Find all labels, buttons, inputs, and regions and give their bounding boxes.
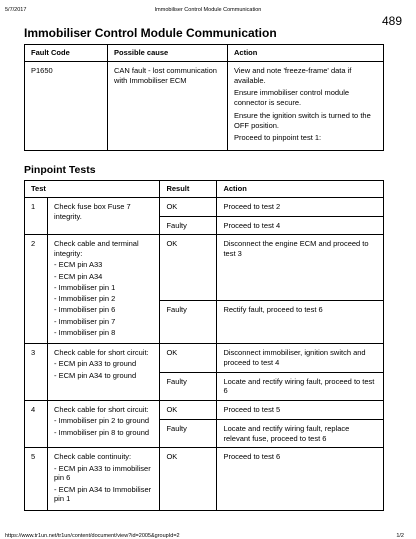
test-action: Proceed to test 5 — [217, 401, 384, 420]
pinpoint-tests-heading: Pinpoint Tests — [24, 164, 96, 176]
fault-code: P1650 — [25, 61, 108, 150]
test-row — [25, 197, 384, 216]
test-action: Proceed to test 6 — [217, 448, 384, 510]
test-number: 3 — [25, 344, 48, 401]
test-sub-line: - ECM pin A33 to immobiliser pin 6 — [54, 463, 151, 483]
test-row — [25, 448, 384, 510]
test-sub-line: - ECM pin A33 — [54, 260, 103, 270]
test-description — [48, 344, 160, 401]
test-action: Locate and rectify wiring fault, replace relevant fuse, proceed to test 6 — [217, 419, 384, 448]
test-result: OK — [160, 448, 217, 510]
test-title: Check fuse box Fuse 7 integrity. — [54, 201, 131, 221]
test-sub-line: - Immobiliser pin 6 — [54, 305, 116, 315]
test-sub-line: - ECM pin A33 to ground — [54, 359, 137, 369]
fault-actions — [228, 61, 384, 150]
test-sub-line: - Immobiliser pin 8 — [54, 327, 116, 337]
test-action: Proceed to test 4 — [217, 216, 384, 235]
test-action: Locate and rectify wiring fault, proceed to test 6 — [217, 372, 384, 401]
fault-action-line: Proceed to pinpoint test 1: — [234, 133, 322, 143]
test-result: Faulty — [160, 419, 217, 448]
fault-table-header-row — [25, 45, 384, 62]
test-title: Check cable continuity: — [54, 452, 132, 462]
fault-row — [25, 61, 384, 150]
test-result: Faulty — [160, 372, 217, 401]
test-action: Proceed to test 2 — [217, 197, 384, 216]
test-result: OK — [160, 197, 217, 216]
footer-url: https://www.tr1un.net/tr1un/content/document/view?id=2005&groupId=2 — [5, 533, 180, 539]
test-sub-line: - Immobiliser pin 2 — [54, 294, 116, 303]
test-number: 2 — [25, 235, 48, 344]
pinpoint-header-row — [25, 181, 384, 198]
test-title: Check cable for short circuit: — [54, 405, 149, 414]
test-description — [48, 235, 160, 344]
test-title: Check cable and terminal integrity: — [54, 239, 139, 258]
pinpoint-table — [24, 180, 384, 511]
test-result: Faulty — [160, 300, 217, 343]
test-result: OK — [160, 401, 217, 420]
test-description — [48, 401, 160, 448]
test-number: 4 — [25, 401, 48, 448]
test-sub-line: - ECM pin A34 — [54, 271, 103, 281]
test-number: 1 — [25, 197, 48, 235]
test-result: OK — [160, 235, 217, 301]
page-title: Immobiliser Control Module Communication — [24, 26, 277, 40]
test-title: Check cable for short circuit: — [54, 348, 149, 357]
test-result: OK — [160, 344, 217, 373]
test-sub-line: - ECM pin A34 to Immobiliser pin 1 — [54, 484, 152, 504]
action-header: Action — [228, 45, 384, 62]
test-row — [25, 344, 384, 373]
fault-action-line: View and note 'freeze-frame' data if available. — [234, 65, 352, 85]
action-header: Action — [217, 181, 384, 198]
test-description — [48, 197, 160, 235]
test-sub-line: - ECM pin A34 to ground — [54, 370, 137, 380]
print-title: Immobiliser Control Module Communication — [154, 7, 262, 13]
test-action: Disconnect the engine ECM and proceed to test 3 — [217, 235, 384, 301]
print-date: 5/7/2017 — [5, 7, 27, 13]
test-sub-line: - Immobiliser pin 2 to ground — [54, 416, 150, 426]
test-sub-line: - Immobiliser pin 8 to ground — [54, 427, 150, 437]
fault-action-line: Ensure immobiliser control module connector is secure. — [234, 88, 350, 107]
test-row — [25, 401, 384, 420]
possible-cause-header: Possible cause — [108, 45, 228, 62]
page-number: 489 — [381, 14, 402, 28]
fault-code-header: Fault Code — [25, 45, 108, 62]
test-row — [25, 235, 384, 301]
fault-action-line: Ensure the ignition switch is turned to the OFF position. — [234, 110, 371, 130]
test-header: Test — [25, 181, 160, 198]
test-action: Disconnect immobiliser, ignition switch and proceed to test 4 — [217, 344, 384, 373]
document-content — [24, 26, 384, 511]
test-result: Faulty — [160, 216, 217, 235]
footer-page: 1/2 — [396, 533, 404, 539]
test-number: 5 — [25, 448, 48, 510]
result-header: Result — [160, 181, 217, 198]
test-action: Rectify fault, proceed to test 6 — [217, 300, 384, 343]
pinpoint-body — [25, 197, 384, 510]
test-sub-line: - Immobiliser pin 7 — [54, 316, 116, 326]
fault-table — [24, 44, 384, 151]
test-description — [48, 448, 160, 510]
test-sub-line: - Immobiliser pin 1 — [54, 282, 116, 292]
possible-cause: CAN fault - lost communication with Immobiliser ECM — [108, 61, 228, 150]
